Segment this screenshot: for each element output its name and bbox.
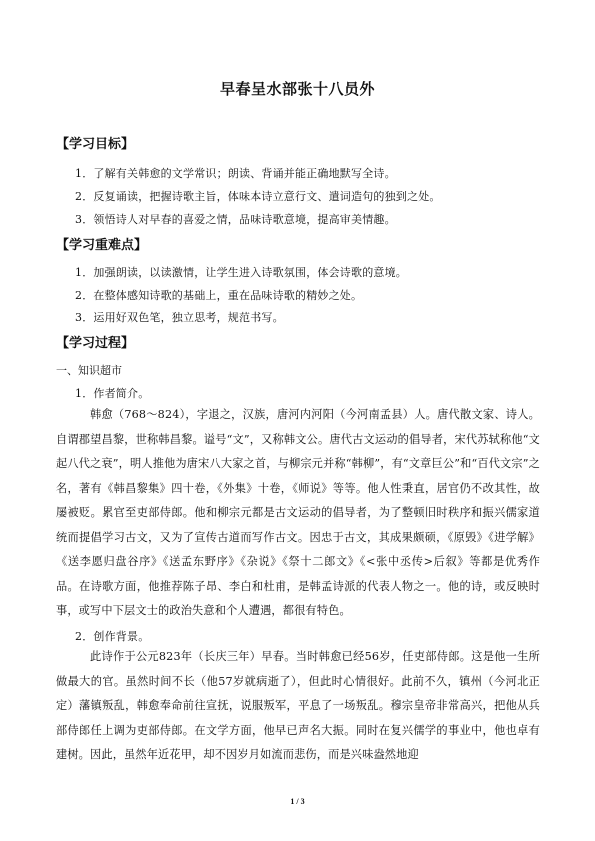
key-points-heading: 【学习重难点】 [56, 238, 148, 253]
author-intro-text: 韩愈（768～824），字退之，汉族，唐河内河阳（今河南孟县）人。唐代散文家、诗人。自谓郡望昌黎，世称韩昌黎。谥号“文”，又称韩文公。唐代古文运动的倡导者，宋代苏轼称他“文起八代之衰”，明人推他为唐宋八大家之首，与柳宗元并称“韩柳”，有“文章巨公”和“百代文宗”之名，著有《韩昌黎集》四十卷，《外集》十卷，《师说》等等。他人性秉直，居官仍不改其性，故屡被贬。累官至吏部侍郎。他和柳宗元都是古文运动的倡导者，为了整顿旧时秩序和振兴儒家道统而提倡学习古文，又为了宣传古道而写作古文。因忠于古文，其成果颇硕，《原毁》《进学解》《送李愿归盘谷序》《送孟东野序》《杂说》《祭十二郎文》《<张中丞传>后叙》等都是优秀作品。在诗歌方面，他推荐陈子昂、李白和杜甫，是韩孟诗派的代表人物之一。他的诗，或反映时事，或写中下层文士的政治失意和个人遭遇，都很有特色。 [56, 408, 540, 617]
author-intro-paragraph [56, 403, 540, 624]
background-text: 此诗作于公元823年（长庆三年）早春。当时韩愈已经56岁，任吏部侍郎。这是他一生所做最大的官。虽然时间不长（他57岁就病逝了），但此时心情很好。此前不久，镇州（今河北正定）藩镇叛乱，韩愈奉命前往宣抚，说服叛军，平息了一场叛乱。穆宗皇帝非常高兴，把他从兵部侍郎任上调为吏部侍郎。在文学方面，他早已声名大振。同时在复兴儒学的事业中，他也卓有建树。因此，虽然年近花甲，却不因岁月如流而悲伤，而是兴味盎然地迎 [56, 650, 540, 761]
goal-item-3: 3．领悟诗人对早春的喜爱之情，品味诗歌意境，提高审美情趣。 [75, 213, 396, 226]
key-point-item-2: 2．在整体感知诗歌的基础上，重在品味诗歌的精妙之处。 [75, 289, 363, 302]
item-author-intro: 1．作者简介。 [75, 387, 150, 400]
process-heading: 【学习过程】 [56, 336, 135, 351]
section-knowledge: 一、知识超市 [56, 364, 122, 377]
background-paragraph [56, 645, 540, 768]
page-title: 早春呈水部张十八员外 [219, 80, 375, 98]
key-point-item-1: 1．加强朗读，以读激情，让学生进入诗歌氛围，体会诗歌的意境。 [75, 266, 407, 279]
item-background: 2．创作背景。 [75, 630, 150, 643]
key-point-item-3: 3．运用好双色笔，独立思考，规范书写。 [75, 311, 284, 324]
goals-heading: 【学习目标】 [56, 137, 135, 152]
page-number: 1 / 3 [290, 797, 305, 806]
goal-item-1: 1．了解有关韩愈的文学常识；朗读、背诵并能正确地默写全诗。 [75, 167, 396, 180]
goal-item-2: 2．反复诵读，把握诗歌主旨，体味本诗立意行文、遣词造句的独到之处。 [75, 190, 441, 203]
